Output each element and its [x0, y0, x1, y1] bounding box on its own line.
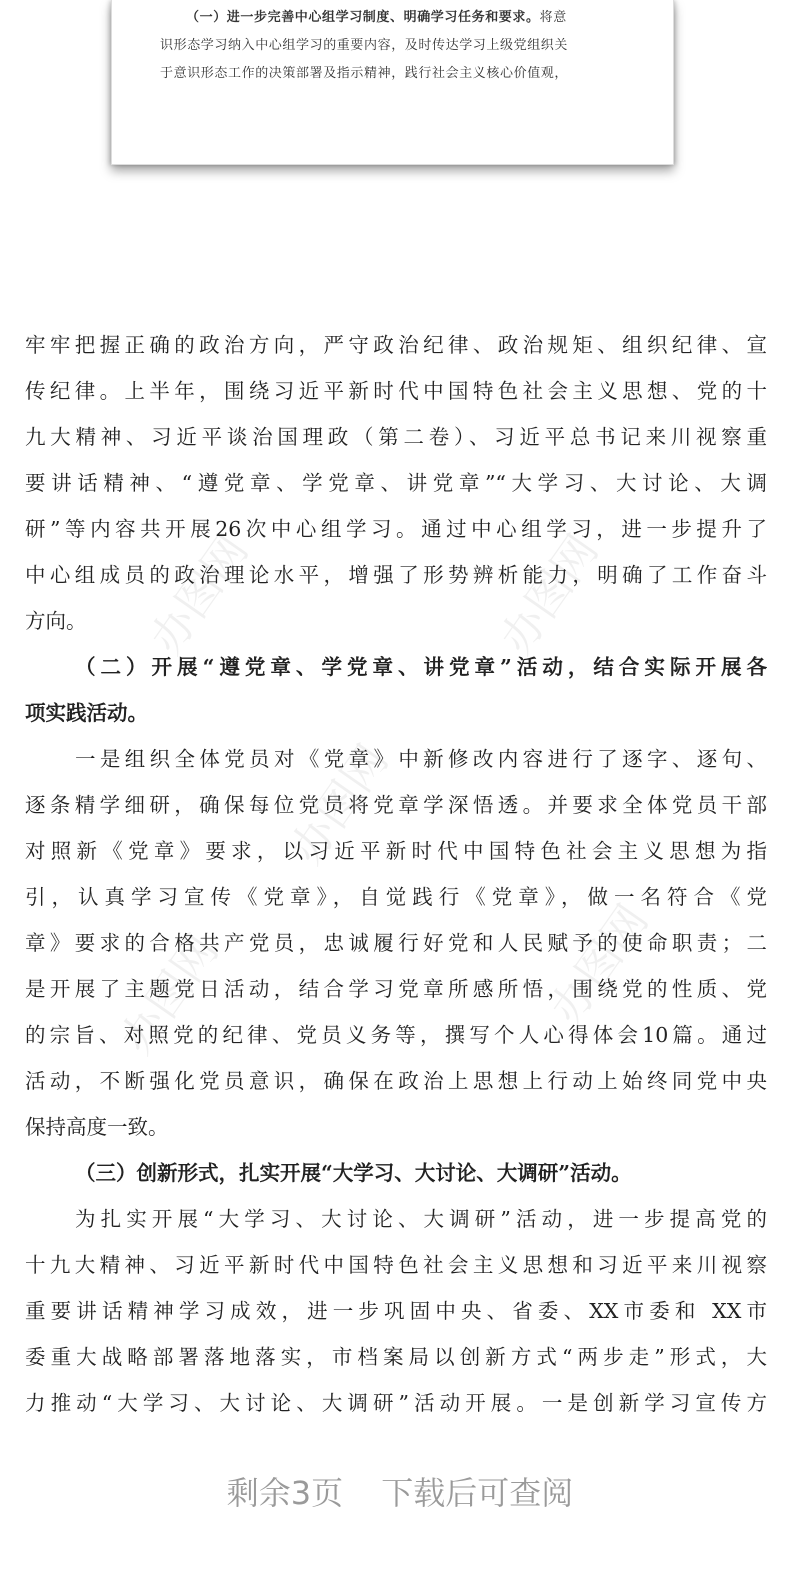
preview-line-1-text: 将意	[539, 10, 567, 25]
download-to-view-label[interactable]: 下载后可查阅	[381, 1474, 574, 1512]
body-line: 力推动“大学习、大讨论、大调研”活动开展。一是创新学习宣传方	[25, 1391, 767, 1415]
section-heading-2-cont: 项实践活动。	[25, 701, 148, 725]
body-line: 对照新《党章》要求，以习近平新时代中国特色社会主义思想为指	[25, 839, 767, 863]
body-line: 重要讲话精神学习成效，进一步巩固中央、省委、XX市委和 XX市	[25, 1299, 767, 1323]
watermark-logo: 办图网	[140, 525, 259, 664]
body-line: 十九大精神、习近平新时代中国特色社会主义思想和习近平来川视察	[25, 1253, 767, 1277]
body-line: 方向。	[25, 609, 87, 633]
body-line: 保持高度一致。	[25, 1115, 169, 1139]
body-line: 牢牢把握正确的政治方向，严守政治纪律、政治规矩、组织纪律、宣	[25, 333, 767, 357]
watermark-logo: 办图网	[280, 735, 399, 874]
body-line: 传纪律。上半年，围绕习近平新时代中国特色社会主义思想、党的十	[25, 379, 767, 403]
remaining-pages-label[interactable]: 剩余3页	[226, 1474, 344, 1512]
section-heading-3: （三）创新形式，扎实开展“大学习、大讨论、大调研”活动。	[75, 1161, 632, 1185]
body-line: 要讲话精神、“遵党章、学党章、讲党章”“大学习、大讨论、大调	[25, 471, 767, 495]
watermark-logo: 办图网	[540, 895, 659, 1034]
body-line: 九大精神、习近平谈治国理政（第二卷）、习近平总书记来川视察重	[25, 425, 767, 449]
download-prompt[interactable]	[0, 1465, 800, 1521]
body-line: 逐条精学细研，确保每位党员将党章学深悟透。并要求全体党员干部	[25, 793, 767, 817]
body-line: 引，认真学习宣传《党章》，自觉践行《党章》，做一名符合《党	[25, 885, 767, 909]
section-heading-2: （二）开展“遵党章、学党章、讲党章”活动，结合实际开展各	[75, 655, 767, 679]
body-line: 章》要求的合格共产党员，忠诚履行好党和人民赋予的使命职责；二	[25, 931, 767, 955]
body-line: 活动，不断强化党员意识，确保在政治上思想上行动上始终同党中央	[25, 1069, 767, 1093]
body-line: 研”等内容共开展26次中心组学习。通过中心组学习，进一步提升了	[25, 517, 767, 541]
watermark-logo: 办图网	[110, 925, 229, 1064]
preview-line-3: 于意识形态工作的决策部署及指示精神，践行社会主义核心价值观，	[160, 66, 569, 81]
preview-heading: （一）进一步完善中心组学习制度、明确学习任务和要求。	[186, 10, 540, 25]
preview-line-1	[160, 4, 633, 32]
watermark-logo: 办图网	[490, 525, 609, 664]
document-body	[25, 322, 767, 1426]
body-line: 是开展了主题党日活动，结合学习党章所感所悟，围绕党的性质、党	[25, 977, 767, 1001]
body-line: 为扎实开展“大学习、大讨论、大调研”活动，进一步提高党的	[75, 1207, 767, 1231]
body-line: 中心组成员的政治理论水平，增强了形势辨析能力，明确了工作奋斗	[25, 563, 767, 587]
body-line: 委重大战略部署落地落实，市档案局以创新方式“两步走”形式，大	[25, 1345, 767, 1369]
body-line: 一是组织全体党员对《党章》中新修改内容进行了逐字、逐句、	[75, 747, 767, 771]
preview-line-2: 识形态学习纳入中心组学习的重要内容，及时传达学习上级党组织关	[160, 38, 569, 53]
body-line: 的宗旨、对照党的纪律、党员义务等，撰写个人心得体会10篇。通过	[25, 1023, 767, 1047]
document-preview-card	[111, 0, 674, 165]
